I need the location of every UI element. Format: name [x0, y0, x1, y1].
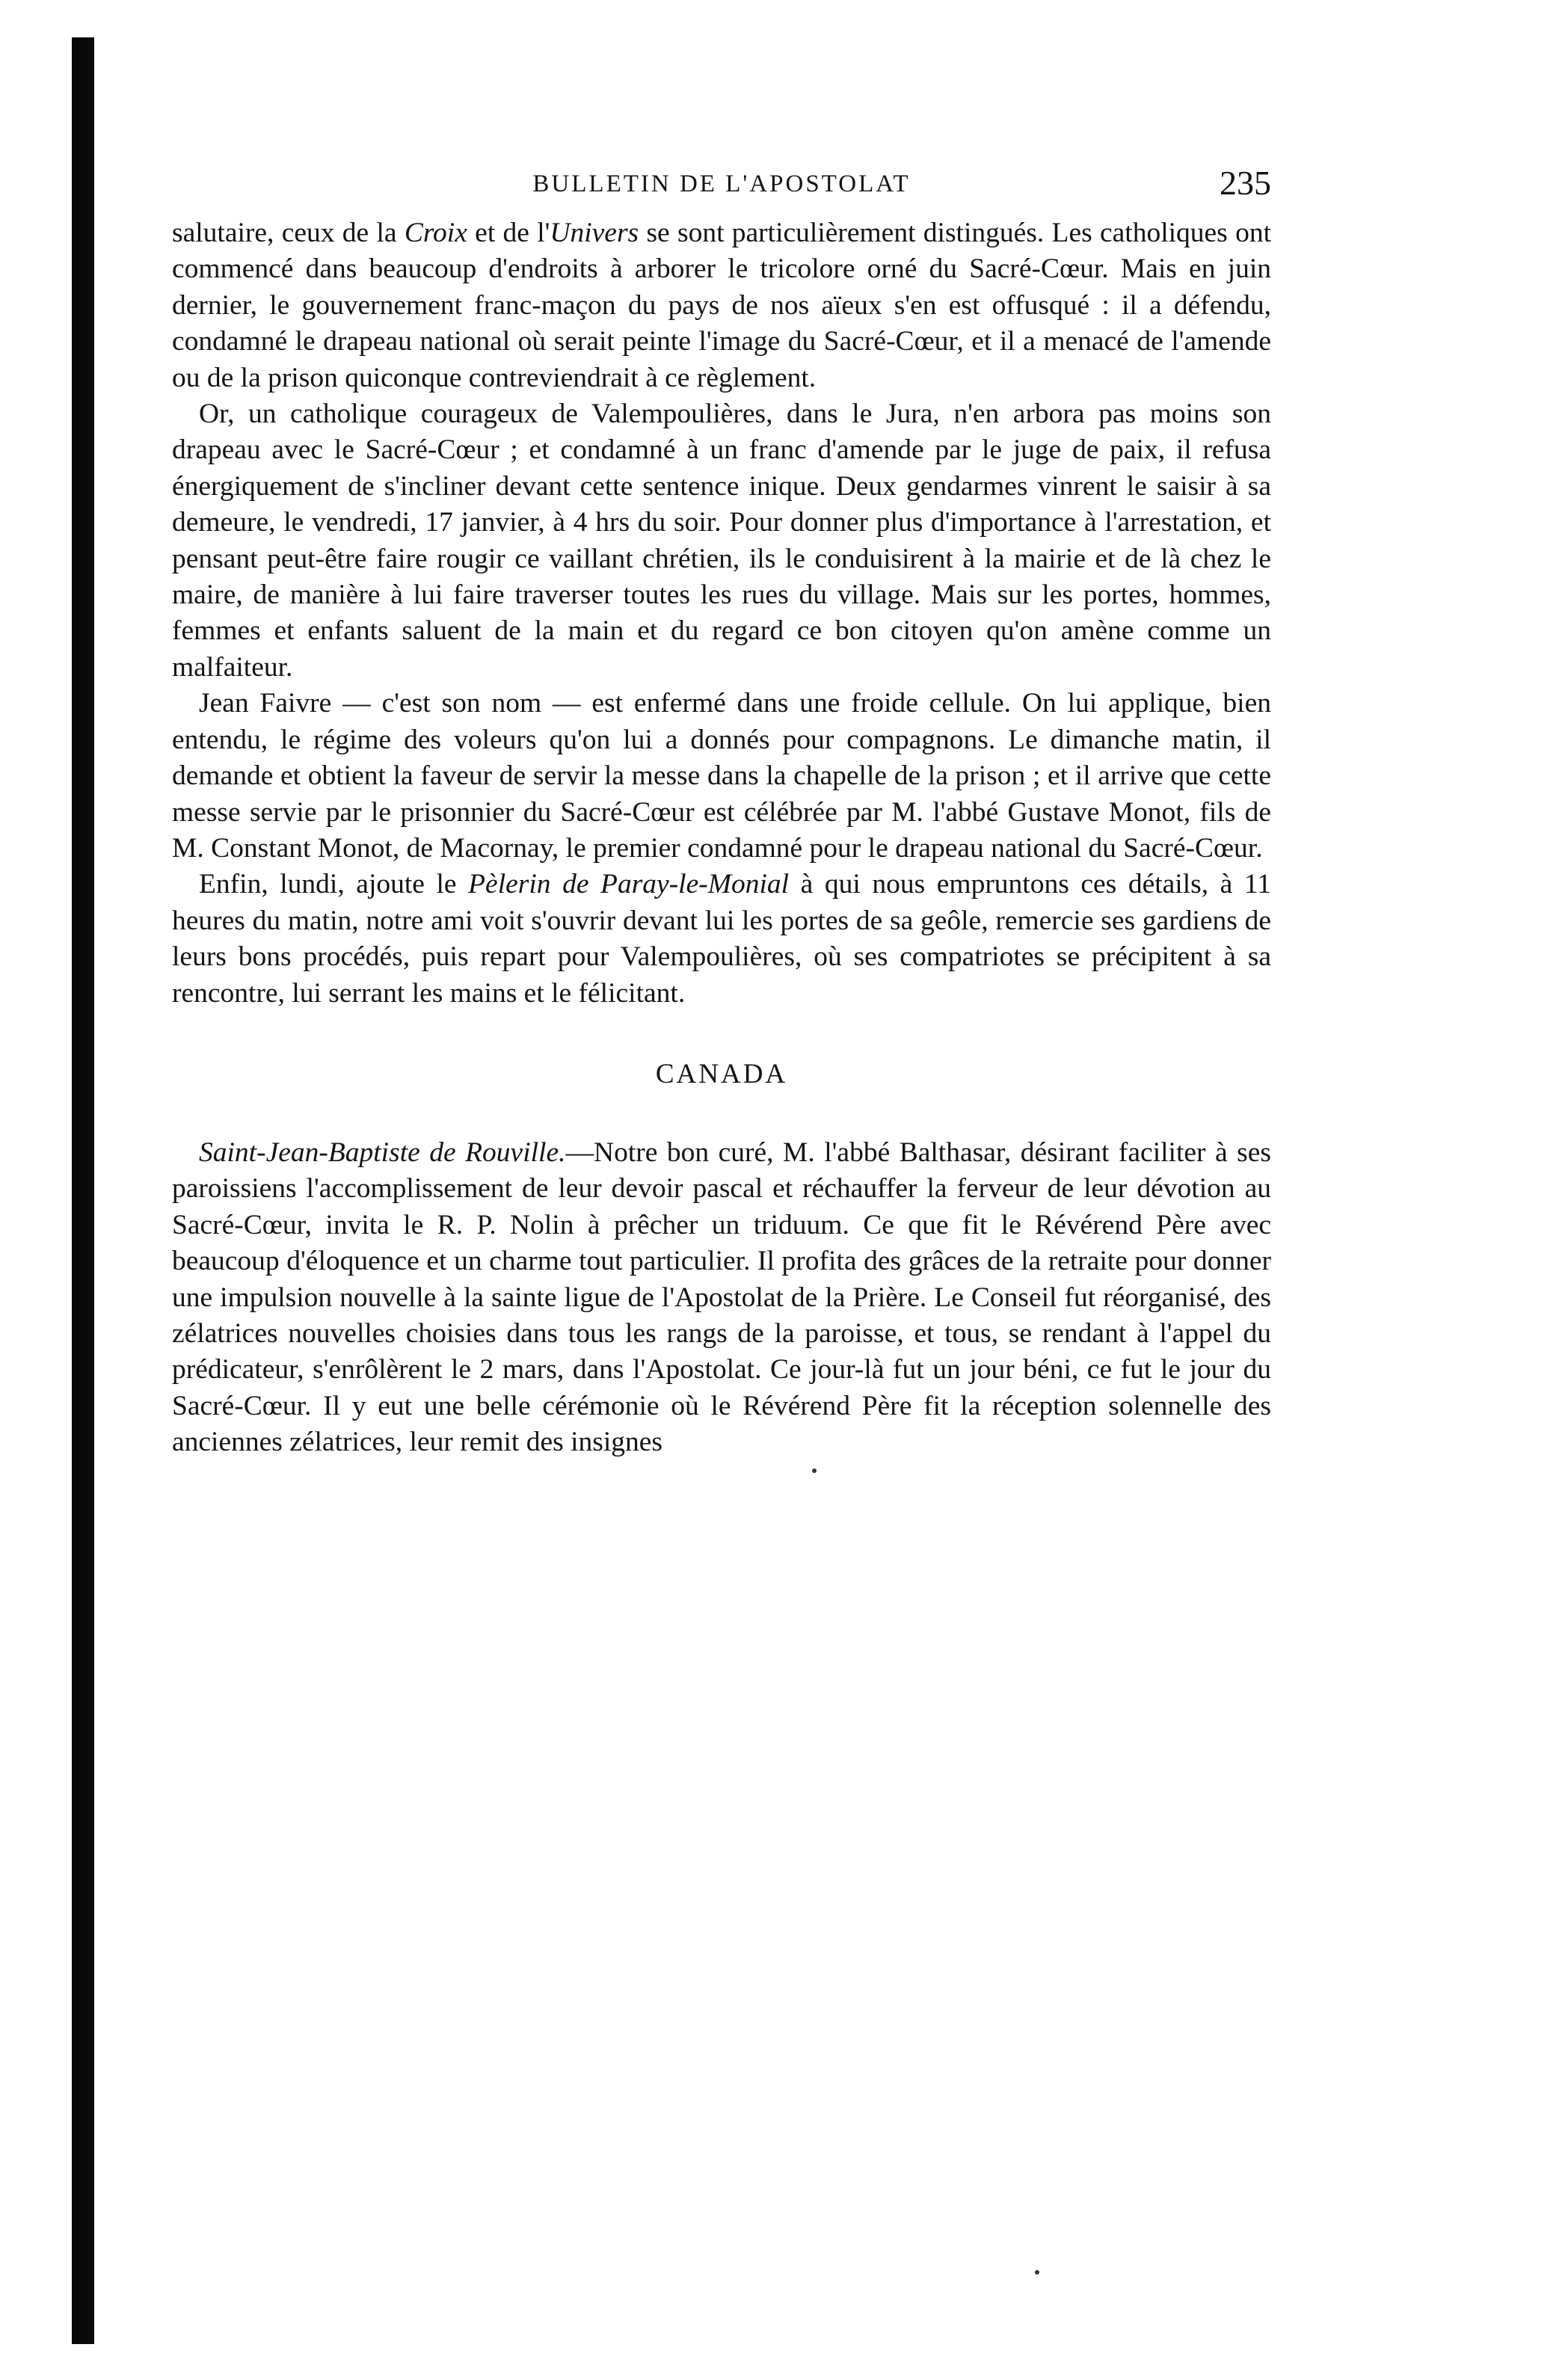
running-title: BULLETIN DE L'APOSTOLAT — [532, 170, 911, 197]
paragraph — [172, 1135, 1271, 1461]
book-page — [172, 157, 1271, 1461]
paragraph — [172, 215, 1271, 396]
ink-speck — [812, 1469, 817, 1473]
running-head — [172, 157, 1271, 215]
text-run: Enfin, lundi, ajoute le — [199, 869, 469, 900]
italic-run: Pèlerin de Paray-le-Monial — [468, 869, 790, 900]
paragraph — [172, 686, 1271, 867]
italic-run: Croix — [404, 218, 467, 248]
italic-run: Saint-Jean-Baptiste de Rouville. — [199, 1137, 566, 1168]
text-run: Or, un catholique courageux de Valempoulières, dans le Jura, n'en arbora pas moins son drapeau avec le Sacré-Cœur ; et condamné à un franc d'amende par le juge de paix, il refusa énergiquement de s'incliner devant cette sentence inique. Deux gendarmes vinrent le saisir à sa demeure, le vendredi, 17 janvier, à 4 hrs du soir. Pour donner plus d'importance à l'arrestation, et pensant peut-être faire rougir ce vaillant chrétien, ils le conduisirent à la mairie et de là chez le maire, de manière à lui faire traverser toutes les rues du village. Mais sur les portes, hommes, femmes et enfants saluent de la main et du regard ce bon citoyen qu'on amène comme un malfaiteur. — [172, 399, 1271, 683]
body-text — [172, 215, 1271, 1012]
text-run: —Notre bon curé, M. l'abbé Balthasar, désirant faciliter à ses paroissiens l'accomplissement de leur devoir pascal et réchauffer la ferveur de leur dévotion au Sacré-Cœur, invita le R. P. Nolin à prêcher un triduum. Ce que fit le Révérend Père avec beaucoup d'éloquence et un charme tout particulier. Il profita des grâces de la retraite pour donner une impulsion nouvelle à la sainte ligue de l'Apostolat de la Prière. Le Conseil fut réorganisé, des zélatrices nouvelles choisies dans tous les rangs de la paroisse, et tous, se rendant à l'appel du prédicateur, s'enrôlèrent le 2 mars, dans l'Apostolat. Ce jour-là fut un jour béni, ce fut le jour du Sacré-Cœur. Il y eut une belle cérémonie où le Révérend Père fit la réception solennelle des anciennes zélatrices, leur remit des insignes — [172, 1137, 1271, 1458]
text-run: se sont particulièrement distingués. Les catholiques ont commencé dans beaucoup d'endroits à arborer le tricolore orné du Sacré-Cœur. Mais en juin dernier, le gouvernement franc-maçon du pays de nos aïeux s'en est offusqué : il a défendu, condamné le drapeau national où serait peinte l'image du Sacré-Cœur, et il a menacé de l'amende ou de la prison quiconque contreviendrait à ce règlement. — [172, 218, 1271, 393]
paragraph — [172, 396, 1271, 686]
italic-run: Univers — [550, 218, 639, 248]
text-run: Jean Faivre — c'est son nom — est enfermé dans une froide cellule. On lui applique, bien entendu, le régime des voleurs qu'on lui a donnés pour compagnons. Le dimanche matin, il demande et obtient la faveur de servir la messe dans la chapelle de la prison ; et il arrive que cette messe servie par le prisonnier du Sacré-Cœur est célébrée par M. l'abbé Gustave Monot, fils de M. Constant Monot, de Macornay, le premier condamné pour le drapeau national du Sacré-Cœur. — [172, 688, 1271, 864]
text-run: et de l' — [467, 218, 550, 248]
paragraph — [172, 867, 1271, 1012]
page-number: 235 — [1220, 164, 1271, 202]
ink-speck — [1035, 2270, 1039, 2275]
section-heading: CANADA — [655, 1058, 788, 1089]
text-run: à qui nous empruntons ces détails, à 11 heures du matin, notre ami voit s'ouvrir devant lui les portes de sa geôle, remercie ses gardiens de leurs bons procédés, puis repart pour Valempoulières, où ses compatriotes se précipitent à sa rencontre, lui serrant les mains et le félicitant. — [172, 869, 1272, 1009]
text-run: salutaire, ceux de la — [172, 218, 405, 248]
binding-edge — [72, 37, 94, 2344]
section-body — [172, 1135, 1271, 1461]
